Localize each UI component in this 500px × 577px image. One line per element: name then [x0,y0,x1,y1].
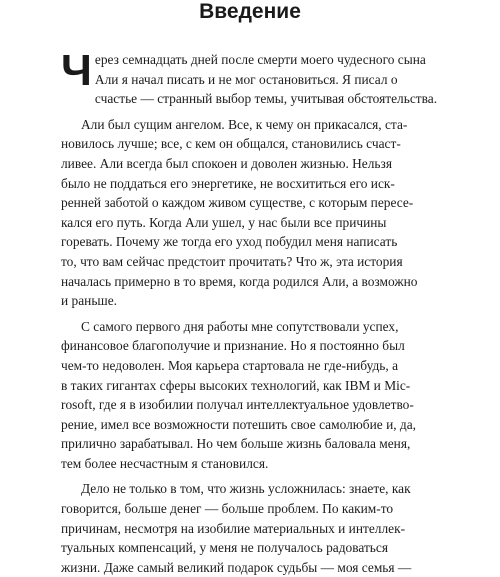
text-line: в таких гигантах сферы высоких технологий, как IBM и Mic- [61,377,411,393]
drop-cap: Ч [61,46,92,95]
text-line: тем более несчастным я становился. [61,455,269,471]
text-line: Али я начал писать и не мог остановиться. Я писал о [94,71,398,87]
text-line: ренней заботой о каждом живом существе, с которым пересе- [61,195,414,211]
text-line: финансовое благополучие и признание. Но я постоянно был [61,338,405,354]
text-line: прилично зарабатывал. Но чем больше жизнь баловала меня, [61,436,411,452]
text-line: туальных компенсаций, у меня не получалось радоваться [61,540,389,556]
text-line: Дело не только в том, что жизнь усложнилась: знаете, как [81,481,411,497]
text-line: говорится, больше денег — больше проблем. По каким-то [61,501,394,517]
text-line: С самого первого дня работы мне сопутствовали успех, [81,318,399,334]
text-line: и раньше. [61,293,118,309]
text-line: причинам, несмотря на изобилие материальных и интеллек- [61,520,406,536]
text-line: было не поддаться его энергетике, не восхититься его иск- [61,175,395,191]
text-line: чем-то недоволен. Моя карьера стартовала не где-нибудь, а [61,357,399,373]
text-line: кался его путь. Когда Али ушел, у нас были все причины [61,214,387,230]
text-line: ерез семнадцать дней после смерти моего чудесного сына [94,52,426,67]
text-line: ливее. Али всегда был спокоен и доволен жизнью. Нельзя [61,155,392,171]
text-line: то, что вам сейчас предстоит прочитать? Что ж, эта история [61,253,403,269]
paragraph-4 [61,479,441,577]
paragraph-2 [61,115,441,311]
text-line: rosoft, где я в изобилии получал интеллектуальное удовлетво- [61,397,414,413]
paragraph-3 [61,317,441,474]
chapter-title: Введение [199,0,301,23]
text-line: горевать. Почему же тогда его уход побудил меня написать [61,234,398,250]
text-line: Али был сущим ангелом. Все, к чему он прикасался, ста- [81,116,408,132]
text-line: счастье — странный выбор темы, учитывая обстоятельства. [94,91,438,107]
text-line: новилось лучше; все, с кем он общался, становились счаст- [61,136,401,152]
text-line: жизни. Даже самый великий подарок судьбы — моя семья — [61,559,412,575]
paragraph-intro [61,46,441,109]
text-line: рение, имел все возможности потешить свое самолюбие и, да, [61,416,417,432]
text-line: началась примерно в то время, когда родился Али, а возможно [61,273,418,289]
chapter-body [61,46,441,577]
